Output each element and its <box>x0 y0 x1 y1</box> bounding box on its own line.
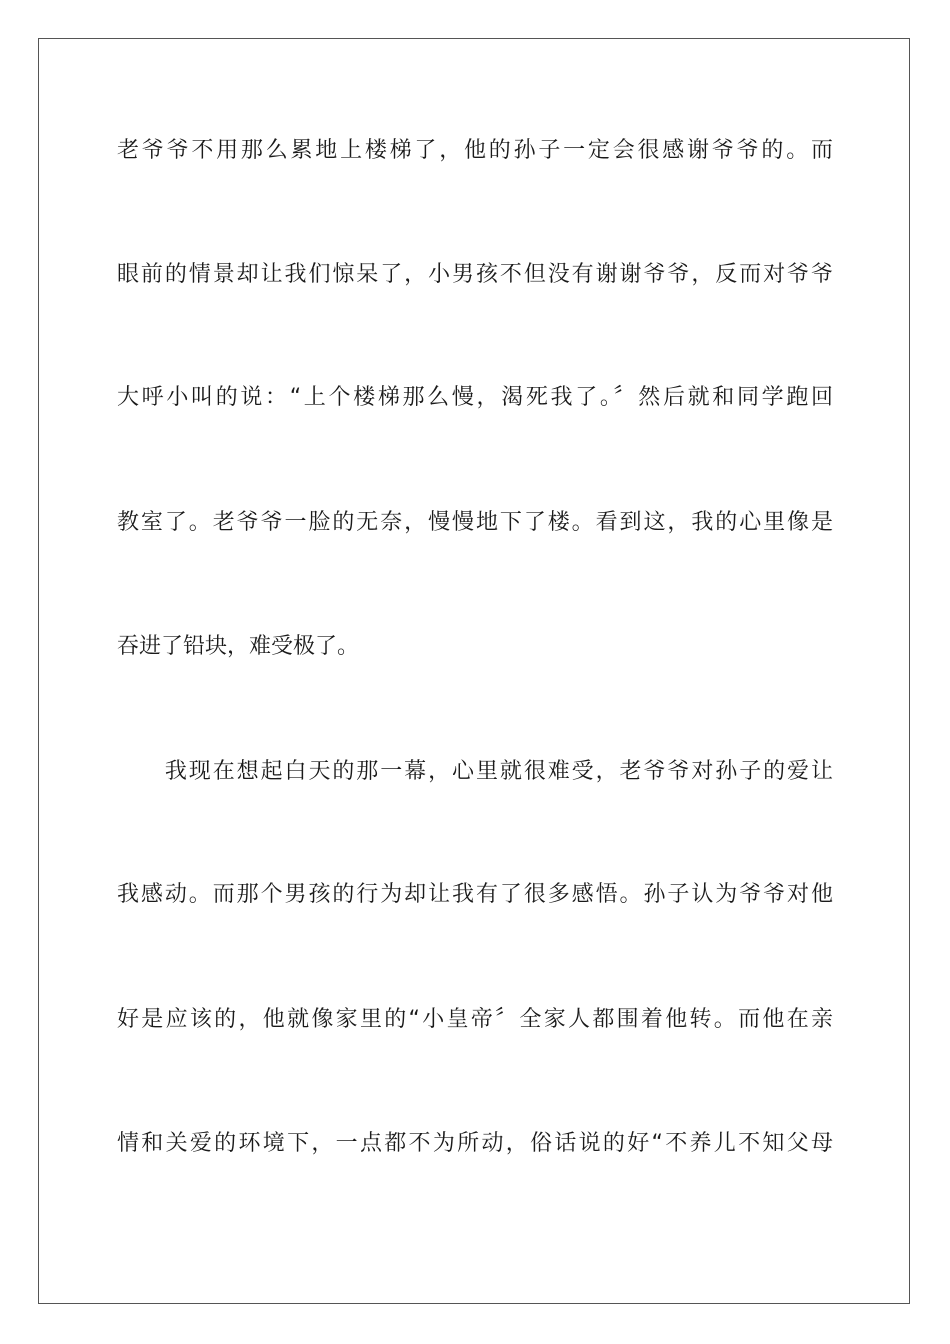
paragraph-2-line-4: 情和关爱的环境下，一点都不为所动，俗话说的好“不养儿不知父母 <box>117 1131 833 1156</box>
paragraph-1-line-5: 吞进了铅块，难受极了。 <box>117 634 360 659</box>
paragraph-1-line-4: 教室了。老爷爷一脸的无奈，慢慢地下了楼。看到这，我的心里像是 <box>117 510 833 535</box>
page-border <box>38 38 910 1304</box>
paragraph-1-line-1: 老爷爷不用那么累地上楼梯了，他的孙子一定会很感谢爷爷的。而 <box>117 138 833 163</box>
paragraph-2-line-2: 我感动。而那个男孩的行为却让我有了很多感悟。孙子认为爷爷对他 <box>117 882 833 907</box>
paragraph-2-line-3: 好是应该的，他就像家里的“小皇帝〞全家人都围着他转。而他在亲 <box>117 1007 833 1032</box>
paragraph-1-line-2: 眼前的情景却让我们惊呆了，小男孩不但没有谢谢爷爷，反而对爷爷 <box>117 262 833 287</box>
paragraph-1-line-3: 大呼小叫的说：“上个楼梯那么慢，渴死我了。〞然后就和同学跑回 <box>117 385 833 410</box>
paragraph-2-line-1: 我现在想起白天的那一幕，心里就很难受，老爷爷对孙子的爱让 <box>117 759 833 784</box>
